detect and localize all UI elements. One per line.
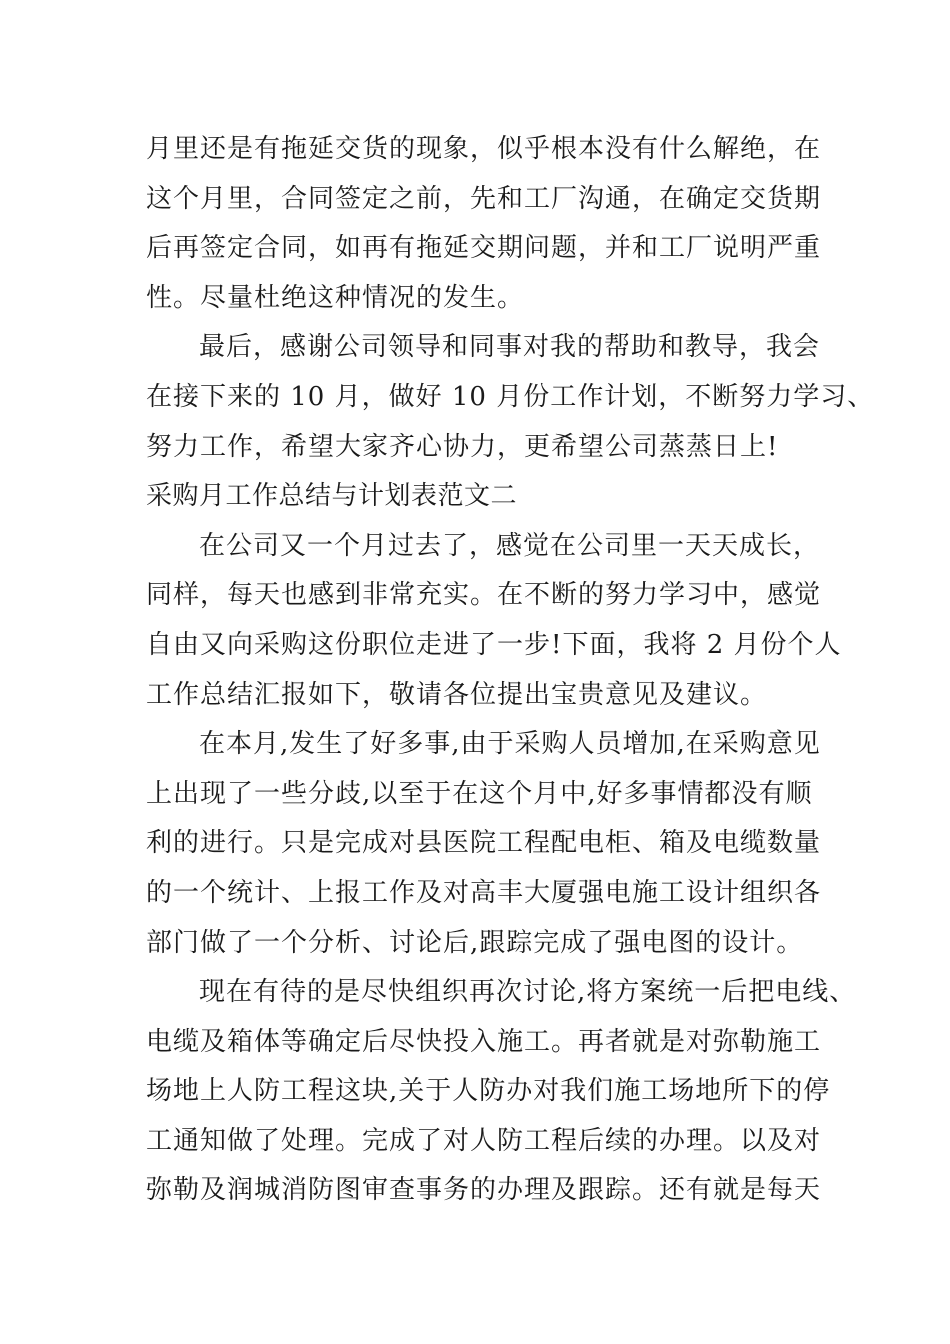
text-line: 努力工作，希望大家齐心协力，更希望公司蒸蒸日上! — [146, 431, 779, 462]
text-line: 同样，每天也感到非常充实。在不断的努力学习中，感觉 — [146, 580, 822, 611]
text-line: 在公司又一个月过去了，感觉在公司里一天天成长， — [199, 530, 821, 561]
paragraph-this-month — [146, 720, 822, 968]
document-body — [146, 125, 875, 1216]
text-line: 工作总结汇报如下，敬请各位提出宝贵意见及建议。 — [146, 679, 768, 710]
text-line: 上出现了一些分歧,以至于在这个月中,好多事情都没有顺 — [146, 778, 813, 809]
text-line: 部门做了一个分析、讨论后,跟踪完成了强电图的设计。 — [146, 927, 804, 958]
paragraph-delivery-delay — [146, 125, 822, 323]
text-line: 月里还是有拖延交货的现象，似乎根本没有什么解绝，在 — [146, 134, 822, 164]
text-line: 自由又向采购这份职位走进了一步!下面，我将 2 月份个人 — [146, 629, 842, 660]
text-line: 性。尽量杜绝这种情况的发生。 — [146, 282, 525, 313]
text-line: 场地上人防工程这块,关于人防办对我们施工场地所下的停 — [146, 1076, 831, 1107]
text-line: 这个月里，合同签定之前，先和工厂沟通，在确定交货期 — [146, 183, 822, 214]
text-line: 最后，感谢公司领导和同事对我的帮助和教导，我会 — [199, 332, 821, 363]
text-line: 后再签定合同，如再有拖延交期问题，并和工厂说明严重 — [146, 233, 822, 264]
text-line: 在本月,发生了好多事,由于采购人员增加,在采购意见 — [199, 729, 821, 760]
paragraph-pending-work — [146, 968, 857, 1216]
text-line: 弥勒及润城消防图审查事务的办理及跟踪。还有就是每天 — [146, 1175, 822, 1206]
text-line: 利的进行。只是完成对县医院工程配电柜、箱及电缆数量 — [146, 828, 822, 859]
text-line: 电缆及箱体等确定后尽快投入施工。再者就是对弥勒施工 — [146, 1026, 822, 1057]
text-line: 工通知做了处理。完成了对人防工程后续的办理。以及对 — [146, 1125, 822, 1156]
text-line: 现在有待的是尽快组织再次讨论,将方案统一后把电线、 — [199, 977, 857, 1008]
section-heading: 采购月工作总结与计划表范文二 — [146, 481, 518, 512]
text-line: 的一个统计、上报工作及对高丰大厦强电施工设计组织各 — [146, 877, 822, 908]
paragraph-thanks — [146, 323, 875, 472]
text-line: 在接下来的 10 月，做好 10 月份工作计划，不断努力学习、 — [146, 381, 875, 412]
paragraph-intro — [146, 522, 842, 720]
